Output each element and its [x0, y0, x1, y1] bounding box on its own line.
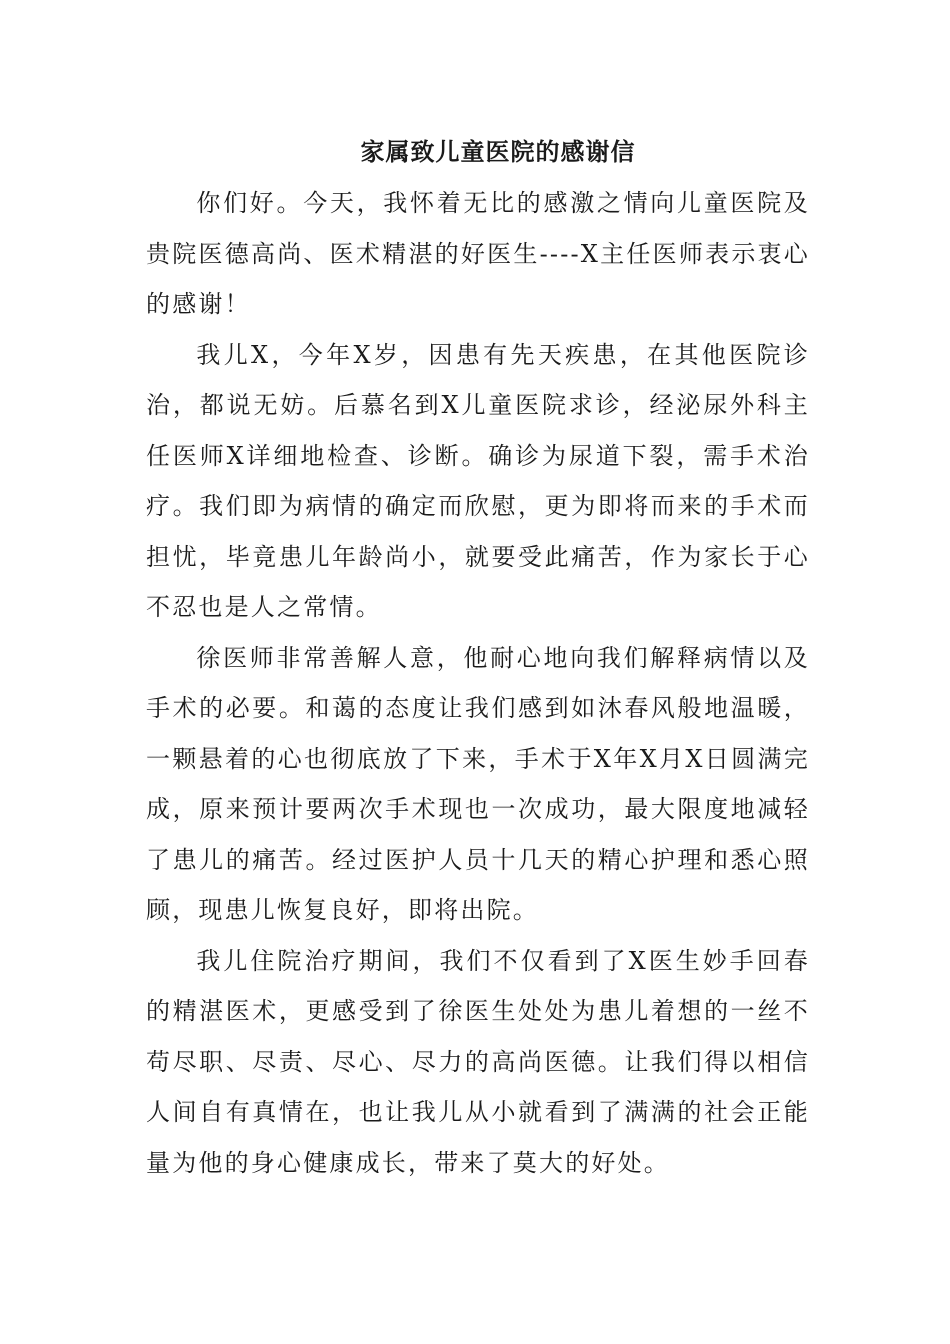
- document-title: 家属致儿童医院的感谢信: [360, 137, 636, 166]
- paragraph-surgery: 徐医师非常善解人意，他耐心地向我们解释病情以及手术的必要。和蔼的态度让我们感到如沐春风般地温暖，一颗悬着的心也彻底放了下来，手术于X年X月X日圆满完成，原来预计要两次手术现也一次成功，最大限度地减轻了患儿的痛苦。经过医护人员十几天的精心护理和悉心照顾，现患儿恢复良好，即将出院。: [146, 643, 810, 924]
- paragraph-diagnosis: 我儿X，今年X岁，因患有先天疾患，在其他医院诊治，都说无妨。后慕名到X儿童医院求诊，经泌尿外科主任医师X详细地检查、诊断。确诊为尿道下裂，需手术治疗。我们即为病情的确定而欣慰，更为即将而来的手术而担忧，毕竟患儿年龄尚小，就要受此痛苦，作为家长于心不忍也是人之常情。: [146, 340, 810, 621]
- paragraph-greeting: 你们好。今天，我怀着无比的感激之情向儿童医院及贵院医德高尚、医术精湛的好医生----X主任医师表示衷心的感谢！: [146, 189, 810, 318]
- letter-body: [146, 132, 810, 1188]
- paragraph-gratitude: 我儿住院治疗期间，我们不仅看到了X医生妙手回春的精湛医术，更感受到了徐医生处处为患儿着想的一丝不苟尽职、尽责、尽心、尽力的高尚医德。让我们得以相信人间自有真情在，也让我儿从小就看到了满满的社会正能量为他的身心健康成长，带来了莫大的好处。: [146, 946, 810, 1177]
